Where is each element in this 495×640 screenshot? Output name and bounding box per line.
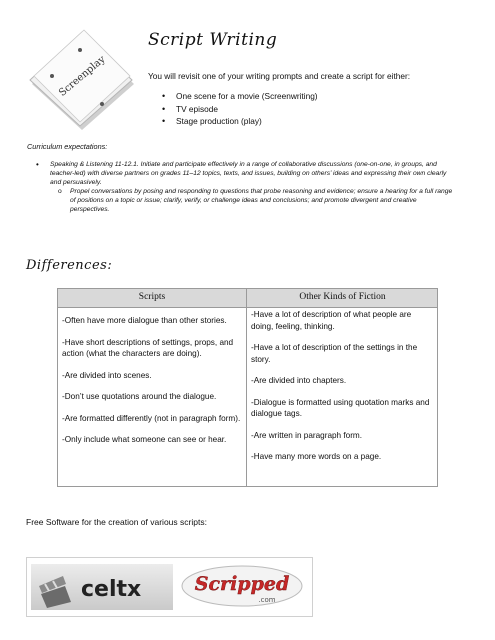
subitem-marker: o: [58, 188, 62, 195]
expectations-list: [36, 160, 456, 214]
screenplay-image: [26, 26, 138, 132]
scripped-logo-text: Scripped: [194, 573, 290, 595]
scripped-logo-subtext: .com: [258, 596, 276, 604]
format-item: • One scene for a movie (Screenwriting): [162, 90, 318, 103]
curriculum-label: Curriculum expectations:: [27, 142, 108, 151]
software-logos: [26, 557, 313, 617]
scripped-logo[interactable]: [179, 561, 305, 611]
table-cell: -Are divided into scenes.: [62, 370, 152, 380]
expectation-subitem-text: Propel conversations by posing and responding to questions that probe reasoning and evidence; ensure a hearing for a full range of positions on a topic or issue; clarify, verify, or challenge ideas and conclusions; and promote divergent and creative perspectives.: [70, 188, 453, 213]
celtx-logo-text: celtx: [81, 577, 142, 602]
table-cell: -Are written in paragraph form.: [251, 430, 363, 440]
differences-heading: Differences:: [26, 258, 113, 273]
screenplay-image-text: Screenplay: [57, 53, 108, 99]
table-cell: -Often have more dialogue than other stories.: [62, 316, 227, 325]
software-label: Free Software for the creation of various scripts:: [26, 517, 207, 527]
format-item: • Stage production (play): [162, 115, 318, 128]
column-header-scripts: Scripts: [138, 292, 166, 302]
expectation-subitem: [36, 187, 456, 214]
scripts-column: [62, 315, 244, 456]
table-header: [58, 289, 437, 308]
column-header-fiction: Other Kinds of Fiction: [299, 292, 386, 302]
table-cell: -Only include what someone can see or hear.: [62, 435, 227, 444]
table-cell: -Have a lot of description of the settings in the story.: [251, 343, 418, 364]
fiction-column: [251, 309, 433, 473]
table-cell: -Are formatted differently (not in paragraph form).: [62, 413, 241, 423]
column-divider: [246, 289, 247, 486]
table-cell: -Are divided into chapters.: [251, 376, 347, 385]
table-cell: -Have a lot of description of what people are doing, feeling, thinking.: [251, 310, 412, 331]
intro-text: You will revisit one of your writing prompts and create a script for either:: [148, 71, 411, 81]
table-cell: -Have many more words on a page.: [251, 452, 382, 461]
format-list: [162, 90, 318, 128]
celtx-logo[interactable]: [31, 564, 173, 610]
page-title: Script Writing: [148, 30, 278, 50]
table-cell: -Have short descriptions of settings, props, and action (what the characters are doing).: [62, 337, 234, 358]
format-item: • TV episode: [162, 103, 318, 116]
expectation-item: • Speaking & Listening 11-12.1. Initiate and participate effectively in a range of collaborative discussions (one-on-one, in groups, and teacher-led) with diverse partners on grades 11–12 topics, texts, and issues, building on others’ ideas and expressing their own clearly and persuasively.: [36, 160, 456, 187]
table-cell: -Dialogue is formatted using quotation marks and dialogue tags.: [251, 397, 430, 418]
comparison-table: [57, 288, 438, 487]
table-cell: -Don’t use quotations around the dialogue.: [62, 392, 217, 401]
